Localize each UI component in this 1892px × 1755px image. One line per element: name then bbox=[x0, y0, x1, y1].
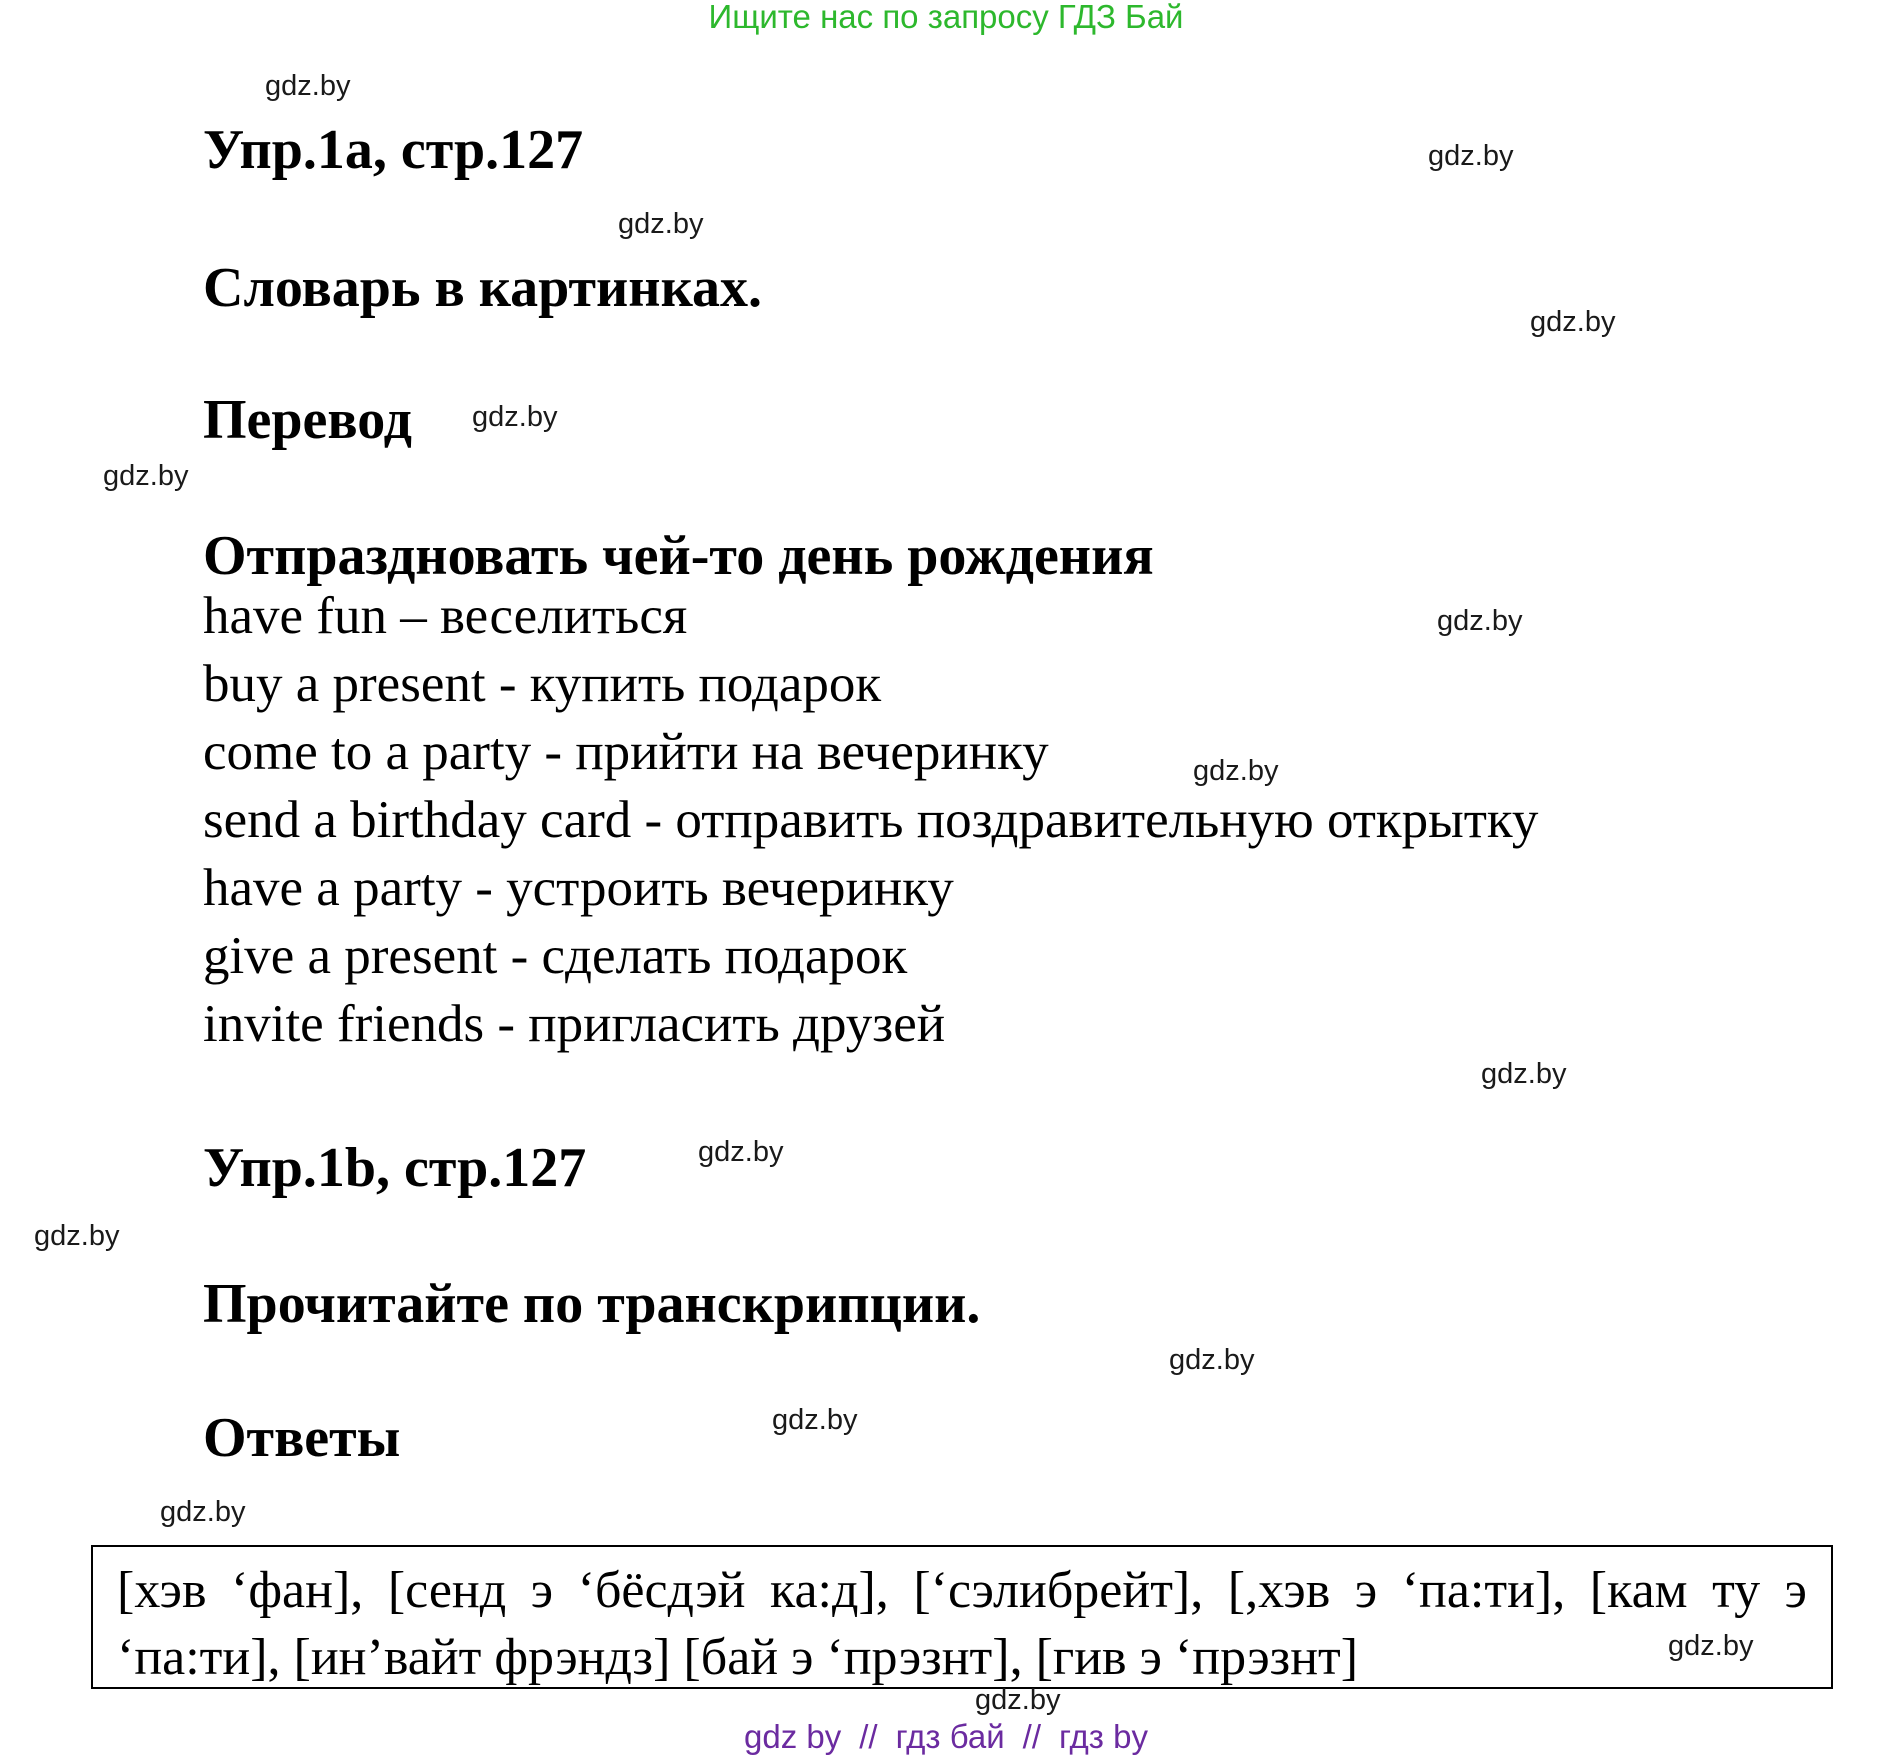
watermark: gdz.by bbox=[1193, 755, 1279, 787]
watermark: gdz.by bbox=[1428, 140, 1514, 172]
watermark: gdz.by bbox=[1481, 1058, 1567, 1090]
watermark: gdz.by bbox=[1437, 605, 1523, 637]
watermark: gdz.by bbox=[472, 401, 558, 433]
answer-text: [хэв ‘фан], [сенд э ‘бёсдэй ка:д], [‘сэлибрейт], [,хэв э ‘па:ти], [кам ту э ‘па:ти], [ин’вайт фрэндз] [бай э ‘прэзнт], [гив э ‘прэзнт] bbox=[117, 1562, 1807, 1686]
footer-link-gdz-by-cyr[interactable]: гдз by bbox=[1059, 1718, 1148, 1755]
exercise-1b-task: Прочитайте по транскрипции. bbox=[203, 1273, 981, 1335]
exercise-1a-task: Словарь в картинках. bbox=[203, 257, 762, 319]
vocab-item: come to a party - прийти на вечеринку bbox=[203, 723, 1049, 781]
watermark: gdz.by bbox=[34, 1220, 120, 1252]
watermark: gdz.by bbox=[772, 1404, 858, 1436]
watermark: gdz.by bbox=[975, 1684, 1061, 1716]
vocab-item: give a present - сделать подарок bbox=[203, 927, 908, 985]
footer-separator: // bbox=[859, 1718, 878, 1755]
watermark: gdz.by bbox=[1530, 306, 1616, 338]
vocab-list bbox=[203, 582, 1538, 1058]
watermark: gdz.by bbox=[1169, 1344, 1255, 1376]
vocab-item: send a birthday card - отправить поздравительную открытку bbox=[203, 791, 1539, 849]
vocab-item: invite friends - пригласить друзей bbox=[203, 995, 946, 1053]
exercise-1b-title: Упр.1b, стр.127 bbox=[203, 1137, 587, 1199]
watermark: gdz.by bbox=[160, 1496, 246, 1528]
translation-heading: Перевод bbox=[203, 389, 412, 451]
answer-box bbox=[91, 1545, 1833, 1689]
footer-link-gdz-by[interactable]: gdz by bbox=[744, 1718, 842, 1755]
footer-link-gdz-bai[interactable]: гдз бай bbox=[895, 1718, 1005, 1755]
vocab-item: have a party - устроить вечеринку bbox=[203, 859, 954, 917]
footer-separator: // bbox=[1022, 1718, 1041, 1755]
watermark: gdz.by bbox=[698, 1136, 784, 1168]
vocab-item: have fun – веселиться bbox=[203, 587, 688, 645]
watermark: gdz.by bbox=[265, 70, 351, 102]
vocab-item: buy a present - купить подарок bbox=[203, 655, 882, 713]
watermark: gdz.by bbox=[618, 208, 704, 240]
footer-links bbox=[0, 1720, 1892, 1753]
watermark: gdz.by bbox=[1668, 1630, 1754, 1662]
exercise-1a-title: Упр.1а, стр.127 bbox=[203, 119, 584, 181]
top-banner: Ищите нас по запросу ГДЗ Бай bbox=[708, 0, 1184, 35]
answers-heading: Ответы bbox=[203, 1407, 401, 1469]
watermark: gdz.by bbox=[103, 460, 189, 492]
vocab-subtitle: Отпраздновать чей-то день рождения bbox=[203, 525, 1154, 587]
